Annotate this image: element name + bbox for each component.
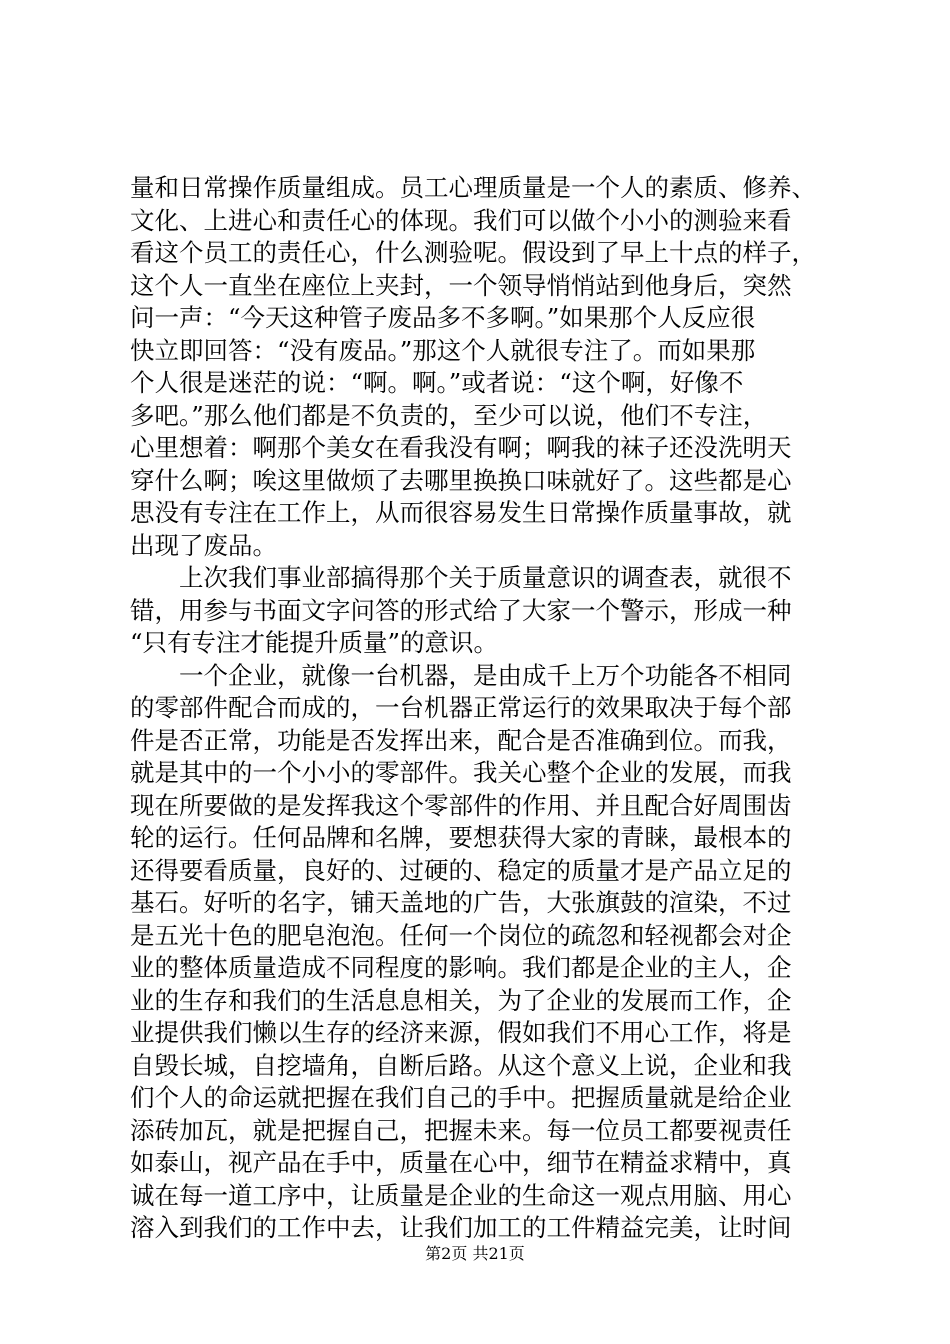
- text-line: 还得要看质量，良好的、过硬的、稳定的质量才是产品立足的: [130, 855, 792, 885]
- text-line: 如泰山，视产品在手中，质量在心中，细节在精益求精中，真: [130, 1148, 792, 1177]
- text-line: 心里想着：啊那个美女在看我没有啊；啊我的袜子还没洗明天: [130, 433, 792, 462]
- text-line: 件是否正常，功能是否发挥出来，配合是否准确到位。而我，: [130, 725, 792, 755]
- text-line: 出现了废品。: [130, 530, 277, 560]
- text-line: 现在所要做的是发挥我这个零部件的作用、并且配合好周围齿: [130, 790, 792, 820]
- text-line: 量和日常操作质量组成。员工心理质量是一个人的素质、修养、: [130, 173, 816, 202]
- text-line: 的零部件配合而成的，一台机器正常运行的效果取决于每个部: [130, 693, 792, 722]
- text-line: 轮的运行。任何品牌和名牌，要想获得大家的青睐，最根本的: [130, 823, 792, 852]
- text-line: 穿什么啊；唉这里做烦了去哪里换换口味就好了。这些都是心: [130, 465, 792, 495]
- text-line: 这个人一直坐在座位上夹封，一个领导悄悄站到他身后，突然: [130, 270, 792, 300]
- page-number-label: 第2页 共21页: [425, 1244, 525, 1263]
- text-line: 基石。好听的名字，铺天盖地的广告，大张旗鼓的渲染，不过: [130, 888, 792, 917]
- text-line: 业的生存和我们的生活息息相关，为了企业的发展而工作，企: [130, 985, 792, 1015]
- text-line: 是五光十色的肥皂泡泡。任何一个岗位的疏忽和轻视都会对企: [130, 920, 792, 950]
- text-line: 自毁长城，自挖墙角，自断后路。从这个意义上说，企业和我: [130, 1050, 792, 1080]
- text-line: 诚在每一道工序中，让质量是企业的生命这一观点用脑、用心: [130, 1180, 792, 1210]
- body-text: [130, 172, 830, 1245]
- text-line: 快立即回答：“没有废品。”那这个人就很专注了。而如果那: [130, 335, 756, 365]
- text-line: 们个人的命运就把握在我们自己的手中。把握质量就是给企业: [130, 1083, 792, 1112]
- text-line: 业提供我们懒以生存的经济来源，假如我们不用心工作，将是: [130, 1018, 792, 1047]
- page-footer: [0, 1242, 950, 1266]
- text-line: 思没有专注在工作上，从而很容易发生日常操作质量事故，就: [130, 498, 792, 527]
- text-line: 看这个员工的责任心，什么测验呢。假设到了早上十点的样子，: [130, 238, 816, 267]
- text-line: 添砖加瓦，就是把握自己，把握未来。每一位员工都要视责任: [130, 1115, 792, 1145]
- text-line: 多吧。”那么他们都是不负责的，至少可以说，他们不专注，: [130, 400, 768, 430]
- text-line: 个人很是迷茫的说：“啊。啊。”或者说：“这个啊，好像不: [130, 368, 744, 397]
- text-line: 文化、上进心和责任心的体现。我们可以做个小小的测验来看: [130, 205, 792, 235]
- text-line: 就是其中的一个小小的零部件。我关心整个企业的发展，而我: [130, 758, 792, 787]
- paragraph-start-line: 上次我们事业部搞得那个关于质量意识的调查表，就很不: [179, 563, 792, 592]
- text-line: “只有专注才能提升质量”的意识。: [130, 628, 499, 657]
- text-line: 错，用参与书面文字问答的形式给了大家一个警示，形成一种: [130, 595, 792, 625]
- text-line: 溶入到我们的工作中去，让我们加工的工件精益完美，让时间: [130, 1213, 792, 1242]
- text-line: 问一声：“今天这种管子废品多不多啊。”如果那个人反应很: [130, 303, 756, 332]
- text-line: 业的整体质量造成不同程度的影响。我们都是企业的主人，企: [130, 953, 792, 982]
- paragraph-start-line: 一个企业，就像一台机器，是由成千上万个功能各不相同: [179, 660, 792, 690]
